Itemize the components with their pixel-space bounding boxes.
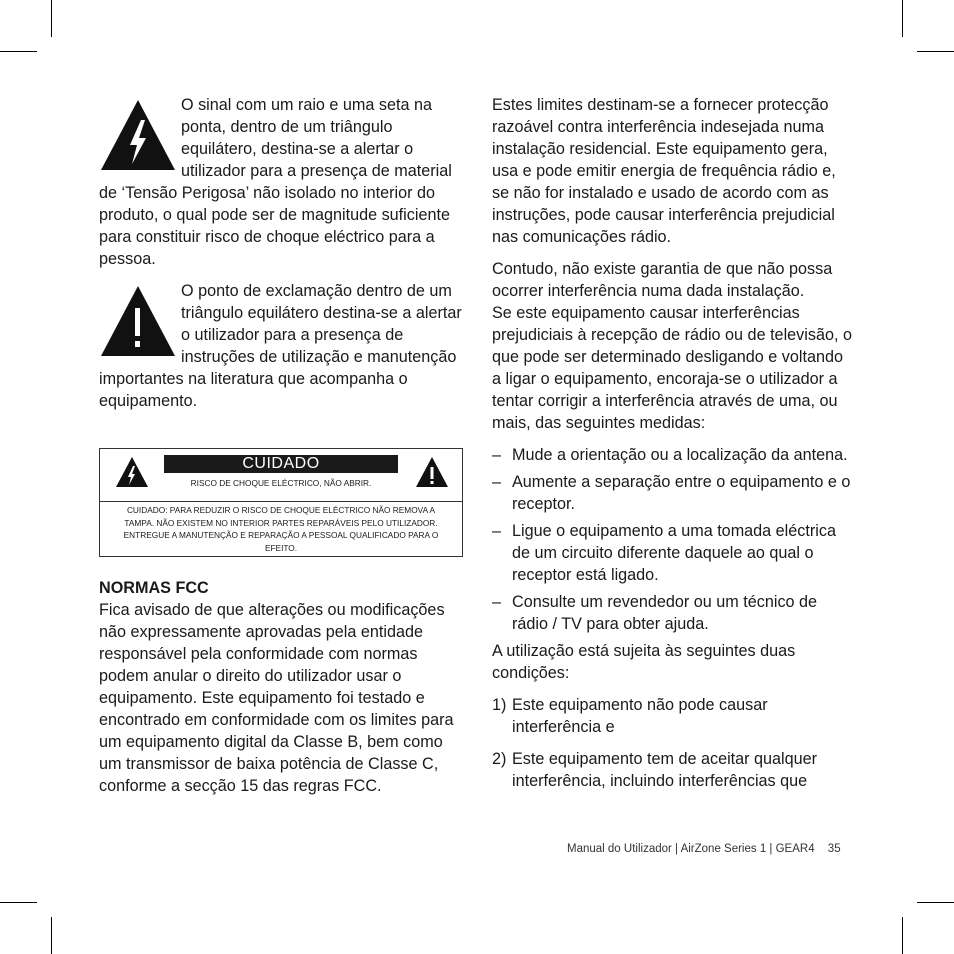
caution-label (99, 448, 463, 557)
condition-number: 2) (492, 750, 507, 768)
right-column (492, 94, 856, 792)
fcc-heading: NORMAS FCC (99, 579, 209, 597)
conditions-intro: A utilização está sujeita às seguintes duas condições: (492, 642, 796, 682)
bullet-dash: – (492, 593, 502, 611)
caution-subtitle: RISCO DE CHOQUE ELÉCTRICO, NÃO ABRIR. (190, 478, 372, 488)
lightning-warning-text: O sinal com um raio e uma seta na ponta, dentro de um triângulo equilátero, destina-se a alertar o utilizador para a presença de material de ‘Tensão Perigosa’ não isolado no interior do produto, o qual pode ser de magnitude suficiente para constituir risco de choque eléctrico para a pessoa. (99, 96, 452, 268)
crop-mark (0, 51, 37, 52)
footer-text: Manual do Utilizador | AirZone Series 1 | GEAR4 (567, 843, 815, 855)
list-item-text: Aumente a separação entre o equipamento e o receptor. (512, 473, 851, 513)
left-column (99, 94, 463, 797)
interference-paragraph: Se este equipamento causar interferências prejudiciais à recepção de rádio ou de televisão, o que pode ser determinado desligando e voltando a ligar o equipamento, encoraja-se o utilizador a tentar corrigir a interferência através de uma, ou mais, das seguintes medidas: (492, 304, 852, 432)
list-item (492, 591, 856, 635)
list-item (492, 444, 856, 466)
limits-paragraph: Estes limites destinam-se a fornecer protecção razoável contra interferência indesejada numa instalação residencial. Este equipamento gera, usa e pode emitir energia de frequência rádio e, se não for instalado e usado de acordo com as instruções, pode causar interferência prejudicial nas comunicações rádio. (492, 96, 836, 246)
crop-mark (902, 917, 903, 954)
lightning-warning-block (99, 94, 463, 270)
exclamation-icon (415, 456, 449, 488)
page-footer (567, 843, 841, 855)
bullet-dash: – (492, 446, 502, 464)
page-number: 35 (827, 843, 841, 855)
exclamation-warning-icon (99, 284, 177, 358)
caution-body: CUIDADO: PARA REDUZIR O RISCO DE CHOQUE ELÉCTRICO NÃO REMOVA A TAMPA. NÃO EXISTEM NO INTERIOR PARTES REPARÁVEIS PELO UTILIZADOR. ENTREGUE A MANUTENÇÃO E REPARAÇÃO A PESSOAL QUALIFICADO PARA O EFEITO. (123, 505, 439, 553)
bullet-dash: – (492, 473, 502, 491)
list-item-text: Mude a orientação ou a localização da antena. (512, 446, 848, 464)
condition-item (492, 748, 856, 792)
list-item-text: Consulte um revendedor ou um técnico de rádio / TV para obter ajuda. (512, 593, 818, 633)
exclamation-warning-text: O ponto de exclamação dentro de um triângulo equilátero destina-se a alertar o utilizador para a presença de instruções de utilização e manutenção importantes na literatura que acompanha o equipamento. (99, 282, 462, 410)
caution-title: CUIDADO (164, 455, 398, 473)
crop-mark (902, 0, 903, 37)
caution-label-header (100, 449, 462, 502)
list-item (492, 471, 856, 515)
lightning-icon (115, 456, 149, 488)
condition-text: Este equipamento não pode causar interferência e (512, 696, 768, 736)
condition-item (492, 694, 856, 738)
crop-mark (51, 917, 52, 954)
bullet-dash: – (492, 522, 502, 540)
fcc-text: Fica avisado de que alterações ou modificações não expressamente aprovadas pela entidade responsável pela conformidade com normas podem anular o direito do utilizador usar o equipamento. Este equipamento foi testado e encontrado em conformidade com os limites para um equipamento digital da Classe B, bem como um transmissor de baixa potência de Classe C, conforme a secção 15 das regras FCC. (99, 601, 454, 795)
exclamation-warning-block (99, 280, 463, 412)
no-guarantee-text: Contudo, não existe garantia de que não possa ocorrer interferência numa dada instalação. (492, 260, 833, 300)
list-item (492, 520, 856, 586)
lightning-warning-icon (99, 98, 177, 172)
crop-mark (51, 0, 52, 37)
crop-mark (0, 902, 37, 903)
list-item-text: Ligue o equipamento a uma tomada eléctrica de um circuito diferente daquele ao qual o receptor está ligado. (512, 522, 836, 584)
condition-text: Este equipamento tem de aceitar qualquer interferência, incluindo interferências que (512, 750, 818, 790)
crop-mark (917, 902, 954, 903)
crop-mark (917, 51, 954, 52)
condition-number: 1) (492, 696, 507, 714)
